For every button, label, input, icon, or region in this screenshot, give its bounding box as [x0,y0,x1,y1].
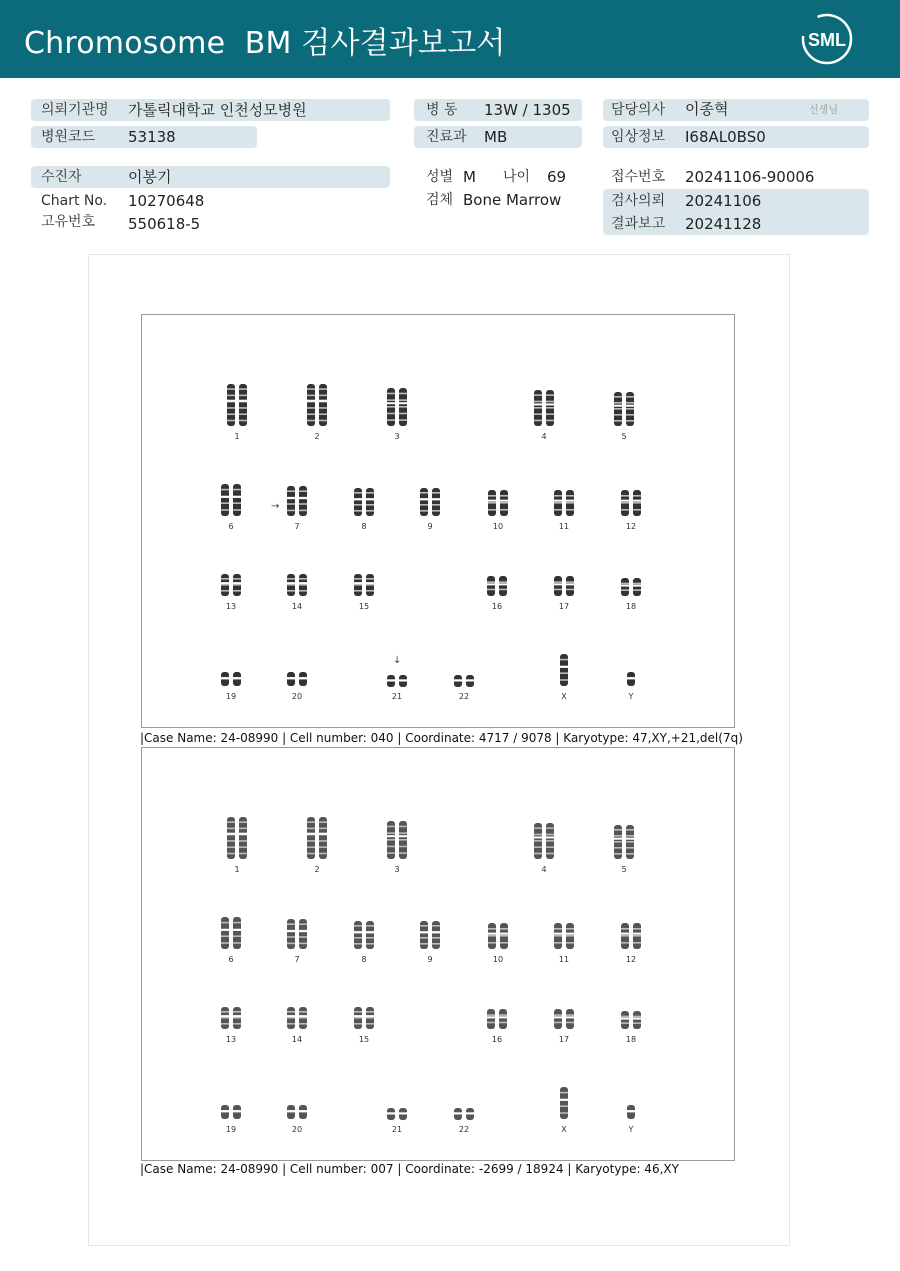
institution-value: 가톨릭대학교 인천성모병원 [128,101,307,119]
chromosome-pair-11 [551,922,577,954]
chromosome-pair-9 [417,920,443,954]
chromosome-label: 22 [458,692,470,701]
karyogram-1-caption: |Case Name: 24-08990 | Cell number: 040 | Coordinate: 4717 / 9078 | Karyotype: 47,XY,+21,del(7q) [140,731,743,745]
chromosome-label: 9 [427,522,433,531]
chromosome-pair-18 [618,577,644,601]
chromosome-pair-2 [304,816,330,864]
specimen-value: Bone Marrow [463,191,562,209]
report-header [0,0,900,78]
chromosome-pair-16 [484,575,510,601]
doctor-suffix: 선생님 [809,105,838,116]
chromosome-label: 14 [291,602,303,611]
chromosome-label: 1 [234,865,240,874]
chromosome-label: 11 [558,522,570,531]
chromosome-pair-Y [624,1104,638,1124]
chromosome-pair-10 [485,922,511,954]
unique-value: 550618-5 [128,215,201,233]
chromosome-pair-22 [451,673,477,692]
report-value: 20241128 [685,215,762,233]
chromosome-label: 3 [394,865,400,874]
ward-value: 13W / 1305 [484,101,571,119]
chromosome-pair-2 [304,383,330,431]
chromosome-label: X [561,1125,567,1134]
chromosome-label: 9 [427,955,433,964]
chromosome-label: 22 [458,1125,470,1134]
chromosome-label: 13 [225,602,237,611]
chromosome-pair-9 [417,487,443,521]
chromosome-label: 6 [228,955,234,964]
chromosome-pair-16 [484,1008,510,1034]
request-label: 검사의뢰 [611,193,666,209]
chromosome-label: 5 [621,865,627,874]
chromosome-label: 3 [394,432,400,441]
doctor-label: 담당의사 [611,102,666,118]
chromosome-pair-5 [611,824,637,864]
chromosome-pair-5 [611,391,637,431]
chromosome-pair-15 [351,1006,377,1034]
chromosome-label: 19 [225,1125,237,1134]
department-label: 진료과 [426,129,467,145]
chromosome-pair-8 [351,487,377,521]
hospital-code-label: 병원코드 [41,129,96,145]
chromosome-pair-17 [551,1008,577,1034]
chromosome-label: 4 [541,865,547,874]
chromosome-label: 6 [228,522,234,531]
chromosome-pair-21 [384,1106,410,1125]
ward-label: 병 동 [426,102,458,118]
chromosome-label: 4 [541,432,547,441]
chromosome-label: 5 [621,432,627,441]
chromosome-label: 16 [491,1035,503,1044]
chromosome-label: 11 [558,955,570,964]
chromosome-pair-1 [224,383,250,431]
report-title: Chromosome BM 검사결과보고서 [24,26,506,61]
chromosome-pair-6 [218,483,244,521]
chromosome-pair-19 [218,1104,244,1124]
chromosome-label: 21 [391,692,403,701]
chromosome-pair-12 [618,922,644,954]
chromosome-pair-15 [351,573,377,601]
chromosome-label: 10 [492,955,504,964]
patient-label: 수진자 [41,169,82,185]
chromosome-pair-19 [218,671,244,691]
age-label: 나이 [503,169,531,185]
sex-label: 성별 [426,169,454,185]
unique-label: 고유번호 [41,214,96,230]
chromosome-label: 18 [625,602,637,611]
chromosome-pair-20 [284,1104,310,1124]
chromosome-pair-11 [551,489,577,521]
chromosome-pair-4 [531,822,557,864]
chromosome-label: 15 [358,1035,370,1044]
patient-value: 이봉기 [128,168,172,186]
chromosome-label: X [561,692,567,701]
chromosome-pair-12 [618,489,644,521]
age-value: 69 [547,168,567,186]
chart-label: Chart No. [41,193,108,209]
chromosome-label: 17 [558,1035,570,1044]
patient-row [31,166,390,188]
chromosome-label: Y [628,692,634,701]
chromosome-label: 8 [361,955,367,964]
chromosome-label: 16 [491,602,503,611]
chromosome-label: 15 [358,602,370,611]
chromosome-label: 2 [314,432,320,441]
chromosome-label: 7 [294,955,300,964]
chromosome-label: Y [628,1125,634,1134]
chromosome-label: 20 [291,692,303,701]
chart-value: 10270648 [128,192,205,210]
logo-text: SML [808,30,846,50]
chromosome-pair-10 [485,489,511,521]
chromosome-pair-20 [284,671,310,691]
chromosome-pair-18 [618,1010,644,1034]
clinical-value: I68AL0BS0 [685,128,766,146]
chromosome-pair-7 [284,918,310,954]
chromosome-label: 8 [361,522,367,531]
chromosome-pair-X [557,653,571,691]
department-value: MB [484,128,508,146]
chromosome-pair-3 [384,820,410,864]
chromosome-label: 17 [558,602,570,611]
receipt-label: 접수번호 [611,169,666,185]
sex-value: M [463,168,476,186]
chromosome-pair-21 [384,673,410,692]
sml-logo [800,12,854,66]
chromosome-pair-17 [551,575,577,601]
karyogram-2-caption: |Case Name: 24-08990 | Cell number: 007 | Coordinate: -2699 / 18924 | Karyotype: 46,XY [140,1162,679,1176]
chromosome-label: 2 [314,865,320,874]
arrow-right-icon: → [271,501,280,512]
chromosome-label: 13 [225,1035,237,1044]
chromosome-pair-6 [218,916,244,954]
institution-label: 의뢰기관명 [41,102,109,118]
request-value: 20241106 [685,192,762,210]
chromosome-label: 14 [291,1035,303,1044]
chromosome-pair-7 [284,485,310,521]
chromosome-label: 12 [625,955,637,964]
chromosome-pair-Y [624,671,638,691]
doctor-value: 이종혁 [685,100,729,118]
receipt-value: 20241106-90006 [685,168,815,186]
chromosome-pair-1 [224,816,250,864]
chromosome-label: 19 [225,692,237,701]
chromosome-label: 10 [492,522,504,531]
arrow-down-icon: ↓ [393,655,402,666]
chromosome-pair-14 [284,573,310,601]
chromosome-label: 12 [625,522,637,531]
chromosome-label: 20 [291,1125,303,1134]
chromosome-pair-13 [218,573,244,601]
chromosome-pair-X [557,1086,571,1124]
chromosome-label: 21 [391,1125,403,1134]
report-label: 결과보고 [611,216,666,232]
chromosome-pair-3 [384,387,410,431]
chromosome-pair-22 [451,1106,477,1125]
clinical-label: 임상정보 [611,129,666,145]
chromosome-pair-8 [351,920,377,954]
specimen-label: 검체 [426,192,454,208]
chromosome-pair-14 [284,1006,310,1034]
chromosome-label: 18 [625,1035,637,1044]
chromosome-pair-4 [531,389,557,431]
chromosome-pair-13 [218,1006,244,1034]
karyogram-1 [141,314,735,728]
hospital-code-value: 53138 [128,128,176,146]
karyogram-2 [141,747,735,1161]
chromosome-label: 7 [294,522,300,531]
chromosome-label: 1 [234,432,240,441]
